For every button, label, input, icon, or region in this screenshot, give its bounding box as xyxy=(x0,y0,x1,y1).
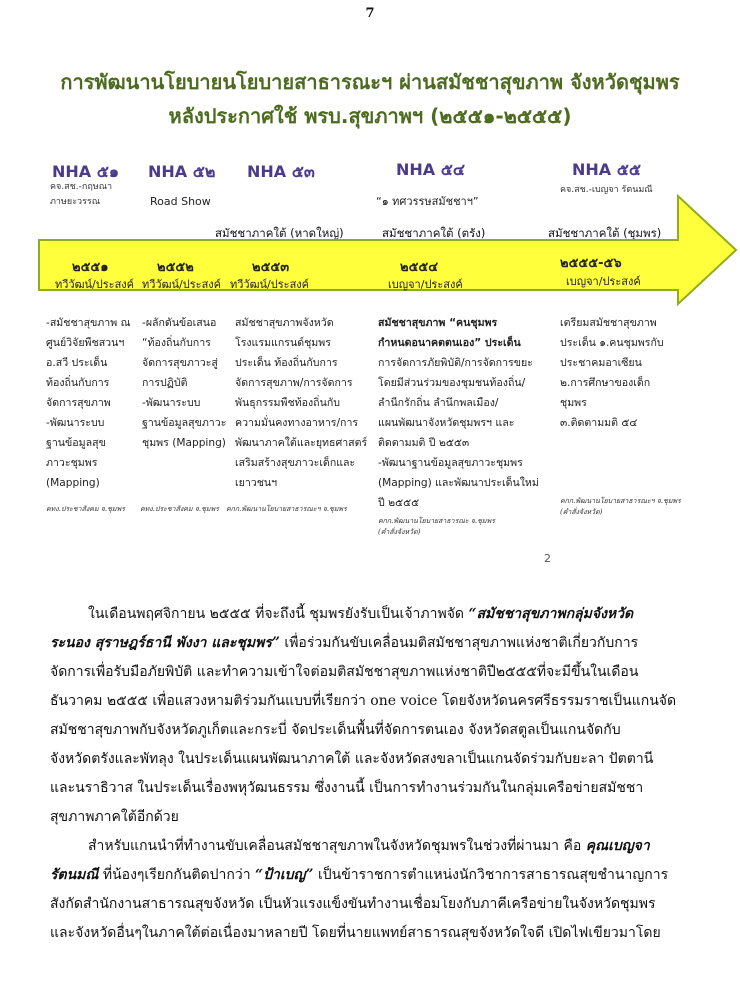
credit-2554 xyxy=(378,516,495,538)
nha-54-label: NHA ๕๔ xyxy=(396,160,465,179)
nha-54-note: “๑ ทศวรรษสมัชชาฯ” xyxy=(376,195,479,208)
year-2554: ๒๕๕๔ xyxy=(400,260,439,275)
col-line: ลำนีกรักถิ่น ลำนึกพลเมือง/ xyxy=(378,397,499,409)
col-line: -สมัชชาสุขภาพ ณ xyxy=(46,317,131,329)
col-line: จัดการสุขภาพ/การจัดการ xyxy=(235,377,353,389)
col-line-bold: กำหนดอนาคตตนเอง” ประเด็น xyxy=(378,337,521,349)
paragraph-1-line xyxy=(50,658,700,687)
text-run: สุขภาพภาคใต้อีกด้วย xyxy=(50,809,179,825)
nha-51-sub2: ภาษยะวรรณ xyxy=(50,197,101,207)
col-line: ท้องถิ่นกับการ xyxy=(46,377,110,389)
vision-2551: ทวีวัฒน์/ประสงค์ xyxy=(55,278,135,291)
year-2551: ๒๕๕๑ xyxy=(72,260,109,275)
text-run: สมัชชาสุขภาพกับจังหวัดภูเก็ตและกระบี่ จัดประเด็นพื้นที่จัดการตนเอง จังหวัดสตูลเป็นแกนจัดกับ xyxy=(50,722,621,738)
col-line: เยาวชนฯ xyxy=(235,477,278,489)
col-line: ชุมพร xyxy=(560,397,587,409)
paragraph-1-line xyxy=(50,803,700,832)
col-line: โดยมีส่วนร่วมของชุมชนท้องถิ่น/ xyxy=(378,377,526,389)
col-line: -พัฒนาฐานข้อมูลสุขภาวะชุมพร xyxy=(378,457,523,469)
col-line: ติดตามมติ ปี ๒๕๕๓ xyxy=(378,437,470,449)
text-emphasis: “ป้าเบญ” xyxy=(255,867,314,883)
col-line: “ท้องถิ่นกับการ xyxy=(142,337,211,349)
col-line: ปี ๒๕๕๕ xyxy=(378,497,420,509)
paragraph-1-line xyxy=(50,745,700,774)
year-2555-56: ๒๕๕๕-๕๖ xyxy=(560,256,622,271)
text-run: และจังหวัดอื่นๆในภาคใต้ต่อเนื่องมาหลายปี โดยที่นายแพทย์สาธารณสุขจังหวัดใจดี เปิดไฟเขียวมาโดย xyxy=(50,925,661,941)
credit-2554-line2: (คำสั่งจังหวัด) xyxy=(378,528,421,536)
paragraph-2-line xyxy=(50,890,700,919)
text-run: ที่น้องๆเรียกกันติดปากว่า xyxy=(98,867,256,883)
vision-2552: ทวีวัฒน์/ประสงค์ xyxy=(142,278,222,291)
credit-2555-line2: (คำสั่งจังหวัด) xyxy=(560,508,603,516)
col-line: -พัฒนาระบบ xyxy=(142,397,201,409)
col-line: ฐานข้อมูลสุขภาวะ xyxy=(142,417,227,429)
col-line: ศูนย์วิจัยพืชสวนฯ xyxy=(46,337,125,349)
paragraph-1-line xyxy=(50,629,700,658)
year-2553: ๒๕๕๓ xyxy=(252,260,290,275)
vision-2555: เบญจา/ประสงค์ xyxy=(566,275,641,288)
col-line: เตรียมสมัชชาสุขภาพ xyxy=(560,317,657,329)
nha-53-label: NHA ๕๓ xyxy=(247,162,315,181)
paragraph-2-line xyxy=(50,861,700,890)
col-line: ๓.ติดตามมติ ๕๔ xyxy=(560,417,638,429)
col-line: เสริมสร้างสุขภาวะเด็กและ xyxy=(235,457,356,469)
text-run: สำหรับแกนนำที่ทำงานขับเคลื่อนสมัชชาสุขภาพในจังหวัดชุมพรในช่วงที่ผ่านมา คือ xyxy=(88,838,586,854)
body-text xyxy=(50,600,700,948)
nha-51-sub1: คจ.สช.-กฤษณา xyxy=(50,182,113,192)
paragraph-1-line xyxy=(50,716,700,745)
nha-52-label: NHA ๕๒ xyxy=(148,162,216,181)
col-line: ชุมพร (Mapping) xyxy=(142,437,226,449)
col-2555 xyxy=(560,313,664,433)
text-run: เป็นข้าราชการตำแหน่งนักวิชาการสาธารณสุขชำนาญการ xyxy=(313,867,669,883)
col-line: การปฏิบัติ xyxy=(142,377,188,389)
paragraph-2-line xyxy=(50,919,700,948)
slide-number: 2 xyxy=(544,552,551,565)
col-line: พันธุกรรมพืชท้องถิ่นกับ xyxy=(235,397,340,409)
text-run: เพื่อร่วมกันขับเคลื่อนมติสมัชชาสุขภาพแห่งชาติเกี่ยวกับการ xyxy=(279,635,639,651)
paragraph-1-line xyxy=(50,600,700,629)
text-run: ธันวาคม ๒๕๕๕ เพื่อแสวงหามติร่วมกันแบบที่เรียกว่า one voice โดยจังหวัดนครศรีธรรมราชเป็นแกนจัด xyxy=(50,693,677,709)
region-trang: สมัชชาภาคใต้ (ตรัง) xyxy=(382,226,486,240)
paragraph-1-line xyxy=(50,687,700,716)
col-line: ฐานข้อมูลสุข xyxy=(46,437,106,449)
col-line: (Mapping) xyxy=(46,477,100,489)
nha-55-sub: คจ.สช.-เบญจา รัตนมณี xyxy=(560,185,653,195)
col-line: ประเด็น ๑.คนชุมพรกับ xyxy=(560,337,664,349)
text-emphasis: รัตนมณี xyxy=(50,867,99,883)
text-emphasis: ระนอง สุราษฎร์ธานี พังงา และชุมพร” xyxy=(50,635,280,651)
vision-2553: ทวีวัฒน์/ประสงค์ xyxy=(230,278,310,291)
text-run: ในเดือนพฤศจิกายน ๒๕๕๕ ที่จะถึงนี้ ชุมพรยังรับเป็นเจ้าภาพจัด xyxy=(88,606,469,622)
col-line: โรงแรมแกรนด์ชุมพร xyxy=(235,337,331,349)
page-number: 7 xyxy=(365,6,375,21)
page-title-line1: การพัฒนานโยบายนโยบายสาธารณะฯ ผ่านสมัชชาสุขภาพ จังหวัดชุมพร xyxy=(60,70,680,94)
col-line: อ.สวี ประเด็น xyxy=(46,357,108,369)
col-2552 xyxy=(142,313,226,453)
page-title-line2: หลังประกาศใช้ พรบ.สุขภาพฯ (๒๕๕๑-๒๕๕๕) xyxy=(168,104,572,128)
col-line: ภาวะชุมพร xyxy=(46,457,98,469)
credit-2555-line1: คกก.พัฒนานโยบายสาธารณะฯ จ.ชุมพร xyxy=(560,497,681,505)
paragraph-1-line xyxy=(50,774,700,803)
text-run: จัดการเพื่อรับมือภัยพิบัติ และทำความเข้าใจต่อมติสมัชชาสุขภาพแห่งชาติปี๒๕๕๕ที่จะมีขึ้นในเดือน xyxy=(50,664,639,680)
nha-55-label: NHA ๕๕ xyxy=(572,160,641,179)
text-run: จังหวัดตรังและพัทลุง ในประเด็นแผนพัฒนาภาคใต้ และจังหวัดสงขลาเป็นแกนจัดร่วมกับยะลา ปัตตานี xyxy=(50,751,654,767)
credit-2554-line1: คกก.พัฒนานโยบายสาธารณะ จ.ชุมพร xyxy=(378,517,495,525)
paragraph-2-line xyxy=(50,832,700,861)
vision-2554: เบญจา/ประสงค์ xyxy=(388,278,463,291)
col-line: จัดการสุขภาวะสู่ xyxy=(142,357,218,369)
col-line: สมัชชาสุขภาพจังหวัด xyxy=(235,317,334,329)
col-line: พัฒนาภาคใต้และยุทธศาสตร์ xyxy=(235,437,368,449)
text-emphasis: “สมัชชาสุขภาพกลุ่มจังหวัด xyxy=(468,606,634,622)
credit-2552: คทง.ประชาสังคม จ.ชุมพร xyxy=(140,505,219,513)
nha-52-note: Road Show xyxy=(150,195,211,208)
col-2553 xyxy=(235,313,367,493)
col-line: ประเด็น ท้องถิ่นกับการ xyxy=(235,357,338,369)
col-line: ๒.การศึกษาของเด็ก xyxy=(560,377,651,389)
col-line: (Mapping) และพัฒนาประเด็นใหม่ xyxy=(378,477,539,489)
col-line: ความมั่นคงทางอาหาร/การ xyxy=(235,417,359,429)
col-line-bold: สมัชชาสุขภาพ “คนชุมพร xyxy=(378,317,498,329)
col-2551 xyxy=(46,313,130,493)
nha-51-label: NHA ๕๑ xyxy=(52,162,119,181)
credit-2551: คทง.ประชาสังคม จ.ชุมพร xyxy=(46,505,125,513)
col-line: การจัดการภัยพิบัติ/การจัดการขยะ xyxy=(378,357,533,369)
region-hatyai: สมัชชาภาคใต้ (หาดใหญ่) xyxy=(215,226,344,240)
credit-2555 xyxy=(560,496,681,518)
text-run: สังกัดสำนักงานสาธารณสุขจังหวัด เป็นหัวแรงแข็งขันทำงานเชื่อมโยงกับภาคีเครือข่ายในจังหวัดชุมพร xyxy=(50,896,656,912)
col-line: ประชาคมอาเซียน xyxy=(560,357,642,369)
col-line: -ผลักดันข้อเสนอ xyxy=(142,317,217,329)
col-line: จัดการสุขภาพ xyxy=(46,397,111,409)
text-emphasis: คุณเบญจา xyxy=(585,838,650,854)
col-line: แผนพัฒนาจังหวัดชุมพรฯ และ xyxy=(378,417,515,429)
year-2552: ๒๕๕๒ xyxy=(157,260,194,275)
credit-2553: คกก.พัฒนานโยบายสาธารณะฯ จ.ชุมพร xyxy=(226,505,347,513)
text-run: และนราธิวาส ในประเด็นเรื่องพหุวัฒนธรรม ซึ่งงานนี้ เป็นการทำงานร่วมกันในกลุ่มเครือข่ายสมัชชา xyxy=(50,780,644,796)
col-line: -พัฒนาระบบ xyxy=(46,417,105,429)
col-2554 xyxy=(378,313,539,513)
region-chumphon: สมัชชาภาคใต้ (ชุมพร) xyxy=(548,226,662,240)
